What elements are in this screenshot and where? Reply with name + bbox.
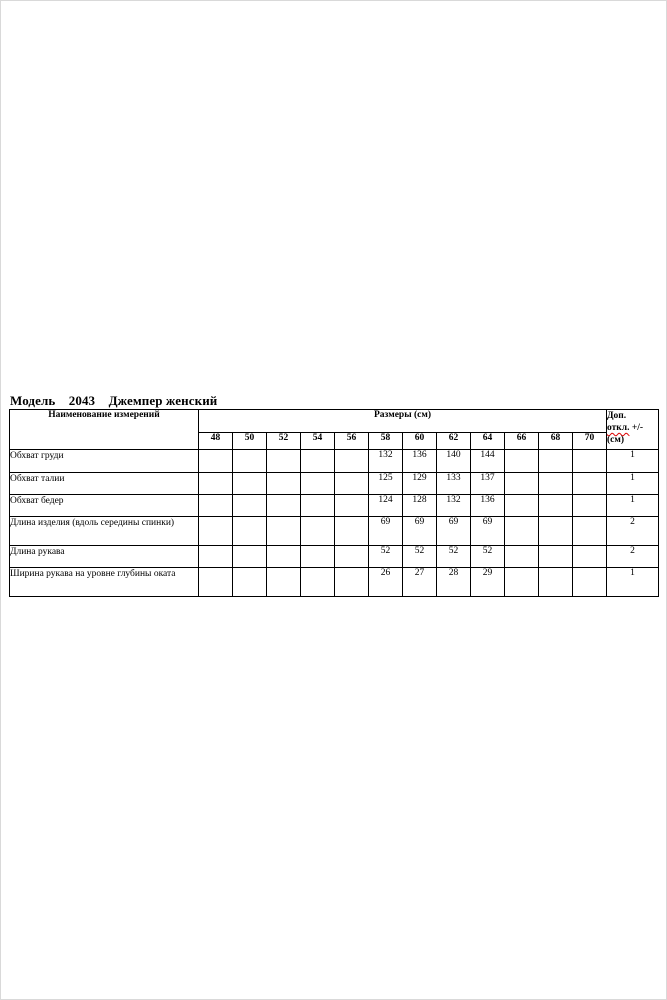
table-row <box>10 517 659 546</box>
measurement-name-cell: Ширина рукава на уровне глубины оката <box>10 568 199 597</box>
size-value-cell <box>301 473 335 495</box>
size-value-cell <box>233 546 267 568</box>
size-value-cell <box>573 473 607 495</box>
size-value-cell: 69 <box>471 517 505 546</box>
size-value-cell <box>233 450 267 473</box>
size-value-cell <box>335 495 369 517</box>
size-value-cell: 52 <box>437 546 471 568</box>
measurement-name-header: Наименование измерений <box>10 410 199 450</box>
sizes-group-header: Размеры (см) <box>199 410 607 433</box>
size-value-cell: 132 <box>369 450 403 473</box>
table-row <box>10 450 659 473</box>
size-value-cell <box>267 568 301 597</box>
size-value-cell <box>539 473 573 495</box>
tolerance-header-word: откл. <box>607 423 630 433</box>
measurement-name-cell: Обхват груди <box>10 450 199 473</box>
size-header-cell: 54 <box>301 433 335 450</box>
measurement-name-cell: Обхват бедер <box>10 495 199 517</box>
product-name: Джемпер женский <box>108 393 218 408</box>
tolerance-cell: 1 <box>607 568 659 597</box>
size-value-cell <box>267 546 301 568</box>
size-value-cell: 144 <box>471 450 505 473</box>
model-label: Модель <box>10 393 56 408</box>
size-value-cell <box>573 568 607 597</box>
size-value-cell: 26 <box>369 568 403 597</box>
size-value-cell <box>505 495 539 517</box>
size-value-cell <box>573 495 607 517</box>
size-value-cell <box>539 495 573 517</box>
size-value-cell <box>233 473 267 495</box>
size-value-cell <box>199 495 233 517</box>
size-value-cell: 136 <box>471 495 505 517</box>
measurement-name-cell: Обхват талии <box>10 473 199 495</box>
size-value-cell <box>301 517 335 546</box>
size-header-cell: 62 <box>437 433 471 450</box>
size-value-cell: 69 <box>369 517 403 546</box>
tolerance-header-unit: (см) <box>607 435 625 445</box>
size-value-cell <box>539 546 573 568</box>
size-value-cell <box>505 517 539 546</box>
size-value-cell: 52 <box>403 546 437 568</box>
size-value-cell <box>267 473 301 495</box>
tolerance-cell: 1 <box>607 473 659 495</box>
size-value-cell: 69 <box>403 517 437 546</box>
size-header-cell: 60 <box>403 433 437 450</box>
size-value-cell: 27 <box>403 568 437 597</box>
size-value-cell: 124 <box>369 495 403 517</box>
size-value-cell: 140 <box>437 450 471 473</box>
size-value-cell: 52 <box>369 546 403 568</box>
measurement-name-cell: Длина рукава <box>10 546 199 568</box>
tolerance-cell: 2 <box>607 517 659 546</box>
size-value-cell <box>335 568 369 597</box>
size-header-cell: 58 <box>369 433 403 450</box>
tolerance-cell: 2 <box>607 546 659 568</box>
tolerance-header-sign: +/- <box>629 423 644 433</box>
size-value-cell <box>199 473 233 495</box>
size-header-cell: 52 <box>267 433 301 450</box>
size-header-cell: 70 <box>573 433 607 450</box>
size-value-cell <box>505 568 539 597</box>
size-value-cell <box>335 450 369 473</box>
size-value-cell <box>233 517 267 546</box>
size-value-cell <box>573 517 607 546</box>
measurement-name-cell: Длина изделия (вдоль середины спинки) <box>10 517 199 546</box>
size-value-cell <box>539 568 573 597</box>
size-chart-table <box>9 409 659 597</box>
tolerance-cell: 1 <box>607 450 659 473</box>
size-header-cell: 64 <box>471 433 505 450</box>
size-value-cell <box>505 450 539 473</box>
size-value-cell <box>267 495 301 517</box>
size-value-cell <box>301 450 335 473</box>
size-value-cell <box>335 546 369 568</box>
size-header-cell: 66 <box>505 433 539 450</box>
size-value-cell: 129 <box>403 473 437 495</box>
size-header-cell: 68 <box>539 433 573 450</box>
measurements-body <box>10 450 659 597</box>
size-value-cell <box>301 568 335 597</box>
size-value-cell: 69 <box>437 517 471 546</box>
table-row <box>10 495 659 517</box>
size-value-cell: 137 <box>471 473 505 495</box>
size-header-cell: 48 <box>199 433 233 450</box>
tolerance-header <box>607 410 659 450</box>
size-value-cell <box>573 450 607 473</box>
document-heading <box>10 393 217 409</box>
size-value-cell <box>199 568 233 597</box>
tolerance-cell: 1 <box>607 495 659 517</box>
table-row <box>10 568 659 597</box>
size-value-cell <box>199 450 233 473</box>
table-row <box>10 546 659 568</box>
size-value-cell <box>539 517 573 546</box>
size-value-cell <box>199 517 233 546</box>
size-value-cell <box>267 517 301 546</box>
size-value-cell <box>233 495 267 517</box>
size-value-cell: 132 <box>437 495 471 517</box>
size-value-cell <box>301 495 335 517</box>
size-value-cell <box>505 473 539 495</box>
size-value-cell: 128 <box>403 495 437 517</box>
size-value-cell <box>335 473 369 495</box>
size-value-cell <box>301 546 335 568</box>
size-value-cell <box>539 450 573 473</box>
model-number: 2043 <box>68 393 96 408</box>
tolerance-header-line1: Доп. <box>607 411 627 421</box>
size-value-cell <box>505 546 539 568</box>
size-header-cell: 56 <box>335 433 369 450</box>
size-value-cell: 28 <box>437 568 471 597</box>
size-value-cell <box>335 517 369 546</box>
size-header-cell: 50 <box>233 433 267 450</box>
size-value-cell <box>267 450 301 473</box>
size-value-cell <box>233 568 267 597</box>
size-value-cell <box>573 546 607 568</box>
table-row <box>10 473 659 495</box>
size-value-cell: 125 <box>369 473 403 495</box>
size-value-cell <box>199 546 233 568</box>
size-value-cell: 29 <box>471 568 505 597</box>
size-value-cell: 133 <box>437 473 471 495</box>
size-value-cell: 52 <box>471 546 505 568</box>
size-value-cell: 136 <box>403 450 437 473</box>
